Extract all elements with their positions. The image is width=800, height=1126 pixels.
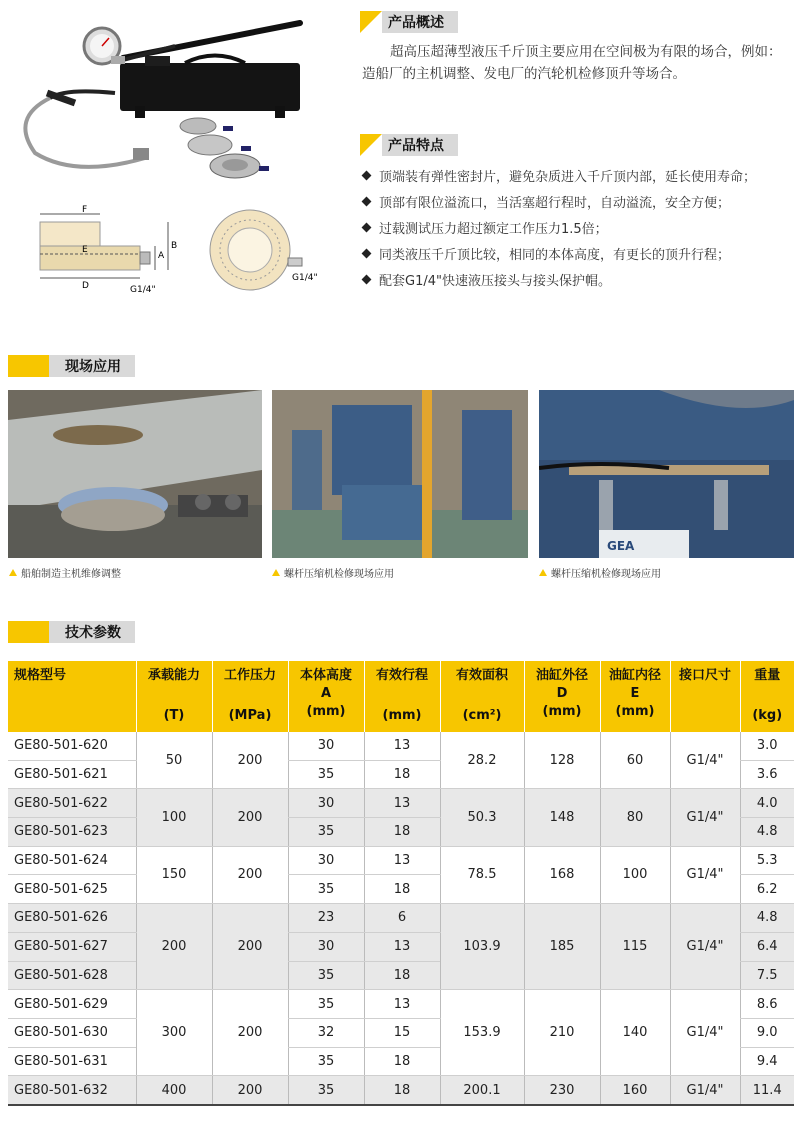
diagram-label-f: F [82, 205, 88, 215]
cell-port: G1/4" [670, 732, 740, 789]
table-row [8, 789, 794, 818]
cell-weight: 4.8 [740, 818, 794, 847]
cell-stroke: 6 [364, 904, 440, 933]
cell-stroke: 15 [364, 1018, 440, 1047]
caption-ship: 船舶制造主机维修调整 [9, 565, 121, 580]
cell-model: GE80-501-621 [8, 760, 136, 789]
caption-compressor-2: 螺杆压缩机检修现场应用 [539, 565, 661, 580]
col-outer-diameter: 油缸外径 D (mm) [524, 661, 600, 732]
cell-inner-diameter: 80 [600, 789, 670, 846]
cell-height: 35 [288, 818, 364, 847]
col-capacity: 承载能力 (T) [136, 661, 212, 732]
cell-area: 50.3 [440, 789, 524, 846]
cell-model: GE80-501-622 [8, 789, 136, 818]
features-title: 产品特点 [382, 134, 458, 156]
overview-title: 产品概述 [382, 11, 458, 33]
cell-capacity: 300 [136, 990, 212, 1076]
cell-pressure: 200 [212, 789, 288, 846]
cell-pressure: 200 [212, 990, 288, 1076]
cell-weight: 9.4 [740, 1047, 794, 1076]
cell-model: GE80-501-626 [8, 904, 136, 933]
feature-item: 顶部有限位溢流口，当活塞超行程时，自动溢流，安全方便； [360, 192, 730, 211]
col-area: 有效面积 (cm²) [440, 661, 524, 732]
specs-body [8, 732, 794, 1105]
cell-height: 23 [288, 904, 364, 933]
feature-item: 配套G1/4"快速液压接头与接头保护帽。 [360, 270, 611, 289]
diagram-label-a: A [158, 251, 165, 261]
cell-stroke: 18 [364, 1076, 440, 1105]
specs-table [8, 661, 794, 1106]
cell-capacity: 50 [136, 732, 212, 789]
cell-weight: 4.0 [740, 789, 794, 818]
cell-port: G1/4" [670, 990, 740, 1076]
diagram-label-port: G1/4" [130, 285, 156, 295]
cell-weight: 6.2 [740, 875, 794, 904]
cell-model: GE80-501-632 [8, 1076, 136, 1105]
cell-height: 35 [288, 760, 364, 789]
cell-pressure: 200 [212, 1076, 288, 1105]
dimension-diagram [30, 200, 330, 300]
application-photo-compressor-1 [272, 390, 528, 558]
cell-outer-diameter: 148 [524, 789, 600, 846]
col-weight: 重量 (kg) [740, 661, 794, 732]
diagram-label-b: B [171, 241, 178, 251]
cell-weight: 6.4 [740, 932, 794, 961]
cell-weight: 9.0 [740, 1018, 794, 1047]
cell-height: 32 [288, 1018, 364, 1047]
cell-outer-diameter: 168 [524, 846, 600, 903]
cell-area: 28.2 [440, 732, 524, 789]
table-row [8, 1076, 794, 1105]
col-model: 规格型号 [8, 661, 136, 732]
cell-stroke: 18 [364, 1047, 440, 1076]
cell-stroke: 13 [364, 932, 440, 961]
cell-height: 35 [288, 1076, 364, 1105]
cell-stroke: 13 [364, 789, 440, 818]
cell-capacity: 100 [136, 789, 212, 846]
overview-text: 超高压超薄型液压千斤顶主要应用在空间极为有限的场合，例如：造船厂的主机调整、发电厂的汽轮机检修顶升等场合。 [362, 44, 782, 82]
col-height: 本体高度 A (mm) [288, 661, 364, 732]
cell-pressure: 200 [212, 904, 288, 990]
cell-stroke: 18 [364, 760, 440, 789]
col-inner-diameter: 油缸内径 E (mm) [600, 661, 670, 732]
cell-capacity: 400 [136, 1076, 212, 1105]
application-photo-compressor-2 [539, 390, 794, 558]
cell-weight: 3.6 [740, 760, 794, 789]
cell-height: 35 [288, 990, 364, 1019]
cell-inner-diameter: 140 [600, 990, 670, 1076]
cell-inner-diameter: 60 [600, 732, 670, 789]
cell-capacity: 200 [136, 904, 212, 990]
cell-port: G1/4" [670, 1076, 740, 1105]
product-photo [5, 8, 335, 188]
diamond-bullet-icon [362, 197, 372, 207]
gea-logo: GEA [607, 539, 635, 553]
col-stroke: 有效行程 (mm) [364, 661, 440, 732]
cell-model: GE80-501-629 [8, 990, 136, 1019]
cell-outer-diameter: 185 [524, 904, 600, 990]
cell-area: 200.1 [440, 1076, 524, 1105]
cell-height: 30 [288, 789, 364, 818]
cell-height: 35 [288, 961, 364, 990]
cell-outer-diameter: 210 [524, 990, 600, 1076]
cell-model: GE80-501-620 [8, 732, 136, 760]
feature-item: 同类液压千斤顶比较，相同的本体高度，有更长的顶升行程； [360, 244, 730, 263]
cell-port: G1/4" [670, 904, 740, 990]
cell-model: GE80-501-630 [8, 1018, 136, 1047]
specs-title: 技术参数 [37, 621, 135, 643]
cell-pressure: 200 [212, 846, 288, 903]
cell-stroke: 13 [364, 990, 440, 1019]
cell-inner-diameter: 100 [600, 846, 670, 903]
cell-model: GE80-501-625 [8, 875, 136, 904]
cell-port: G1/4" [670, 846, 740, 903]
cell-stroke: 18 [364, 818, 440, 847]
specs-header [8, 621, 135, 643]
diamond-bullet-icon [362, 171, 372, 181]
cell-model: GE80-501-627 [8, 932, 136, 961]
application-title: 现场应用 [37, 355, 135, 377]
table-row [8, 732, 794, 760]
cell-weight: 7.5 [740, 961, 794, 990]
cell-outer-diameter: 230 [524, 1076, 600, 1105]
cell-capacity: 150 [136, 846, 212, 903]
features-header [360, 134, 458, 156]
diagram-label-e: E [82, 245, 88, 255]
cell-port: G1/4" [670, 789, 740, 846]
cell-model: GE80-501-624 [8, 846, 136, 875]
cell-height: 35 [288, 875, 364, 904]
diamond-bullet-icon [362, 275, 372, 285]
col-port: 接口尺寸 [670, 661, 740, 732]
diamond-bullet-icon [362, 249, 372, 259]
application-photo-ship [8, 390, 262, 558]
cell-inner-diameter: 115 [600, 904, 670, 990]
cell-stroke: 18 [364, 875, 440, 904]
cell-height: 30 [288, 932, 364, 961]
cell-weight: 11.4 [740, 1076, 794, 1105]
cell-stroke: 18 [364, 961, 440, 990]
cell-stroke: 13 [364, 732, 440, 760]
cell-model: GE80-501-628 [8, 961, 136, 990]
col-pressure: 工作压力 (MPa) [212, 661, 288, 732]
cell-area: 78.5 [440, 846, 524, 903]
specs-header-row [8, 661, 794, 732]
cell-inner-diameter: 160 [600, 1076, 670, 1105]
caption-compressor-1: 螺杆压缩机检修现场应用 [272, 565, 394, 580]
cell-weight: 3.0 [740, 732, 794, 760]
application-header [8, 355, 135, 377]
cell-outer-diameter: 128 [524, 732, 600, 789]
cell-pressure: 200 [212, 732, 288, 789]
cell-height: 30 [288, 846, 364, 875]
cell-model: GE80-501-623 [8, 818, 136, 847]
cell-model: GE80-501-631 [8, 1047, 136, 1076]
table-row [8, 990, 794, 1019]
cell-area: 103.9 [440, 904, 524, 990]
cell-height: 30 [288, 732, 364, 760]
cell-area: 153.9 [440, 990, 524, 1076]
cell-weight: 8.6 [740, 990, 794, 1019]
feature-item: 过载测试压力超过额定工作压力1.5倍； [360, 218, 608, 237]
overview-header [360, 11, 458, 33]
feature-item: 顶端装有弹性密封片，避免杂质进入千斤顶内部，延长使用寿命； [360, 166, 756, 185]
table-row [8, 904, 794, 933]
diamond-bullet-icon [362, 223, 372, 233]
table-row [8, 846, 794, 875]
cell-weight: 5.3 [740, 846, 794, 875]
cell-stroke: 13 [364, 846, 440, 875]
diagram-label-port2: G1/4" [292, 273, 318, 283]
cell-height: 35 [288, 1047, 364, 1076]
diagram-label-d: D [82, 281, 89, 291]
cell-weight: 4.8 [740, 904, 794, 933]
